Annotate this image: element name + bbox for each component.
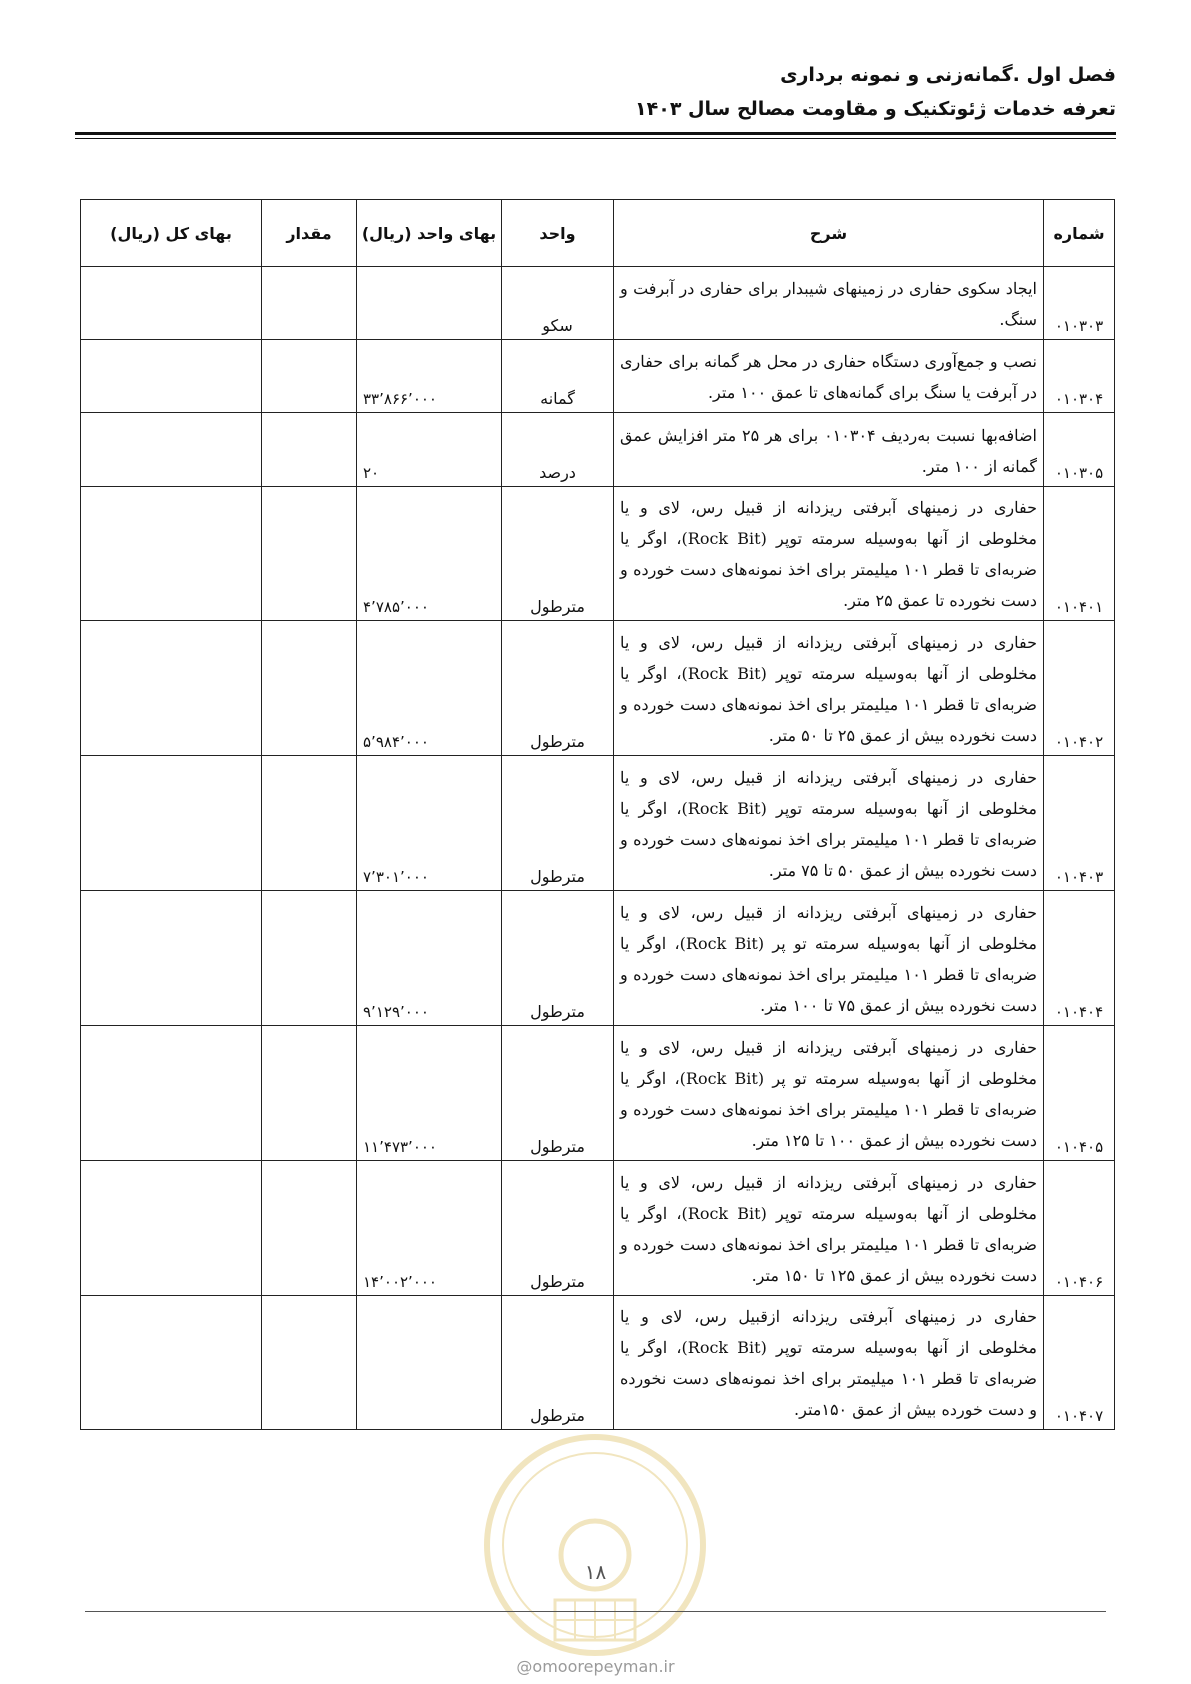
header-unit: واحد <box>502 200 614 267</box>
row-unit: مترطول <box>502 1161 614 1296</box>
row-price: ۴٬۷۸۵٬۰۰۰ <box>357 487 502 621</box>
row-qty <box>262 1296 357 1430</box>
row-price: ۳۳٬۸۶۶٬۰۰۰ <box>357 340 502 413</box>
row-price: ۱۴٬۰۰۲٬۰۰۰ <box>357 1161 502 1296</box>
row-total <box>81 340 262 413</box>
row-total <box>81 1026 262 1161</box>
row-unit: مترطول <box>502 1026 614 1161</box>
table-row <box>81 413 1115 487</box>
document-title: تعرفه خدمات ژئوتکنیک و مقاومت مصالح سال ۱۴۰۳ <box>635 98 1116 120</box>
table-row <box>81 267 1115 340</box>
row-desc: حفاری در زمینهای آبرفتی ریزدانه از قبیل رس، لای و یا مخلوطی از آنها به‌وسیله سرمته توپر (Rock Bit)، اوگر یا ضربه‌ای تا قطر ۱۰۱ میلیمتر برای اخذ نمونه‌های دست خورده و دست نخورده تا عمق ۲۵ متر. <box>614 487 1044 621</box>
table-row <box>81 340 1115 413</box>
row-desc: ایجاد سکوی حفاری در زمینهای شیبدار برای حفاری در آبرفت و سنگ. <box>614 267 1044 340</box>
row-qty <box>262 413 357 487</box>
row-unit: مترطول <box>502 891 614 1026</box>
watermark-url: @omoorepeyman.ir <box>516 1657 675 1676</box>
row-total <box>81 413 262 487</box>
row-code: ۰۱۰۴۰۵ <box>1044 1026 1115 1161</box>
footer-rule <box>85 1611 1106 1612</box>
row-total <box>81 267 262 340</box>
row-desc: حفاری در زمینهای آبرفتی ریزدانه از قبیل رس، لای و یا مخلوطی از آنها به‌وسیله سرمته توپر (Rock Bit)، اوگر یا ضربه‌ای تا قطر ۱۰۱ میلیمتر برای اخذ نمونه‌های دست خورده و دست نخورده بیش از عمق ۱۲۵ تا ۱۵۰ متر. <box>614 1161 1044 1296</box>
row-unit: درصد <box>502 413 614 487</box>
row-code: ۰۱۰۴۰۴ <box>1044 891 1115 1026</box>
row-unit: مترطول <box>502 1296 614 1430</box>
table-row <box>81 1026 1115 1161</box>
row-desc: حفاری در زمینهای آبرفتی ریزدانه از قبیل رس، لای و یا مخلوطی از آنها به‌وسیله سرمته توپر (Rock Bit)، اوگر یا ضربه‌ای تا قطر ۱۰۱ میلیمتر برای اخذ نمونه‌های دست خورده و دست نخورده بیش از عمق ۲۵ تا ۵۰ متر. <box>614 621 1044 756</box>
row-code: ۰۱۰۴۰۱ <box>1044 487 1115 621</box>
table-row <box>81 621 1115 756</box>
row-desc: اضافه‌بها نسبت به‌ردیف ۰۱۰۳۰۴ برای هر ۲۵ متر افزایش عمق گمانه از ۱۰۰ متر. <box>614 413 1044 487</box>
tariff-table <box>80 199 1115 1430</box>
table-row <box>81 756 1115 891</box>
row-desc: حفاری در زمینهای آبرفتی ریزدانه ازقبیل رس، لای و یا مخلوطی از آنها به‌وسیله سرمته توپر (Rock Bit)، اوگر یا ضربه‌ای تا قطر ۱۰۱ میلیمتر برای اخذ نمونه‌های دست نخورده و دست خورده بیش از عمق ۱۵۰متر. <box>614 1296 1044 1430</box>
page-header <box>75 58 1116 126</box>
row-total <box>81 1296 262 1430</box>
row-total <box>81 487 262 621</box>
row-unit: سکو <box>502 267 614 340</box>
row-price: ۹٬۱۲۹٬۰۰۰ <box>357 891 502 1026</box>
table-row <box>81 891 1115 1026</box>
header-total: بهای کل (ریال) <box>81 200 262 267</box>
row-qty <box>262 267 357 340</box>
row-qty <box>262 340 357 413</box>
table-header-row <box>81 200 1115 267</box>
row-desc: حفاری در زمینهای آبرفتی ریزدانه از قبیل رس، لای و یا مخلوطی از آنها به‌وسیله سرمته تو پر (Rock Bit)، اوگر یا ضربه‌ای تا قطر ۱۰۱ میلیمتر برای اخذ نمونه‌های دست خورده و دست نخورده بیش از عمق ۷۵ تا ۱۰۰ متر. <box>614 891 1044 1026</box>
row-desc: حفاری در زمینهای آبرفتی ریزدانه از قبیل رس، لای و یا مخلوطی از آنها به‌وسیله سرمته توپر (Rock Bit)، اوگر یا ضربه‌ای تا قطر ۱۰۱ میلیمتر برای اخذ نمونه‌های دست خورده و دست نخورده بیش از عمق ۵۰ تا ۷۵ متر. <box>614 756 1044 891</box>
row-desc: نصب و جمع‌آوری دستگاه حفاری در محل هر گمانه برای حفاری در آبرفت یا سنگ برای گمانه‌های تا عمق ۱۰۰ متر. <box>614 340 1044 413</box>
row-qty <box>262 756 357 891</box>
table-row <box>81 487 1115 621</box>
row-code: ۰۱۰۳۰۵ <box>1044 413 1115 487</box>
row-code: ۰۱۰۴۰۷ <box>1044 1296 1115 1430</box>
watermark-seal-icon <box>480 1430 710 1660</box>
row-total <box>81 621 262 756</box>
row-price: ۲۰ <box>357 413 502 487</box>
header-unit-price: بهای واحد (ریال) <box>357 200 502 267</box>
row-code: ۰۱۰۴۰۳ <box>1044 756 1115 891</box>
row-total <box>81 1161 262 1296</box>
row-price: ۱۱٬۴۷۳٬۰۰۰ <box>357 1026 502 1161</box>
row-qty <box>262 487 357 621</box>
row-unit: مترطول <box>502 487 614 621</box>
row-qty <box>262 1161 357 1296</box>
page-number: ۱۸ <box>584 1560 607 1584</box>
row-total <box>81 756 262 891</box>
row-desc: حفاری در زمینهای آبرفتی ریزدانه از قبیل رس، لای و یا مخلوطی از آنها به‌وسیله سرمته تو پر (Rock Bit)، اوگر یا ضربه‌ای تا قطر ۱۰۱ میلیمتر برای اخذ نمونه‌های دست خورده و دست نخورده بیش از عمق ۱۰۰ تا ۱۲۵ متر. <box>614 1026 1044 1161</box>
table-row <box>81 1161 1115 1296</box>
row-qty <box>262 1026 357 1161</box>
row-price: ۷٬۳۰۱٬۰۰۰ <box>357 756 502 891</box>
row-unit: گمانه <box>502 340 614 413</box>
row-code: ۰۱۰۴۰۲ <box>1044 621 1115 756</box>
header-rule-thin <box>75 138 1116 139</box>
row-total <box>81 891 262 1026</box>
row-qty <box>262 621 357 756</box>
table-row <box>81 1296 1115 1430</box>
header-qty: مقدار <box>262 200 357 267</box>
row-unit: مترطول <box>502 621 614 756</box>
row-price: ۵٬۹۸۴٬۰۰۰ <box>357 621 502 756</box>
chapter-title: فصل اول .گمانه‌زنی و نمونه برداری <box>780 64 1116 86</box>
row-price <box>357 267 502 340</box>
row-price <box>357 1296 502 1430</box>
row-unit: مترطول <box>502 756 614 891</box>
row-code: ۰۱۰۳۰۴ <box>1044 340 1115 413</box>
row-qty <box>262 891 357 1026</box>
header-desc: شرح <box>614 200 1044 267</box>
row-code: ۰۱۰۴۰۶ <box>1044 1161 1115 1296</box>
header-code: شماره <box>1044 200 1115 267</box>
row-code: ۰۱۰۳۰۳ <box>1044 267 1115 340</box>
header-rule-thick <box>75 132 1116 135</box>
